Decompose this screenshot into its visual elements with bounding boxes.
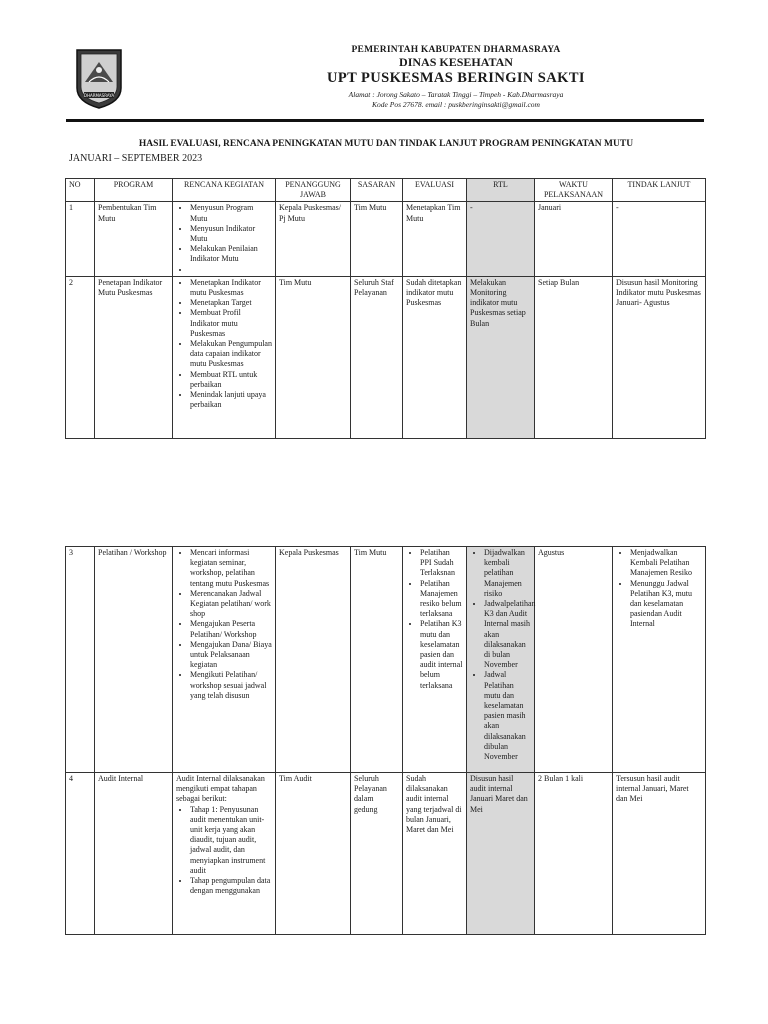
letterhead bbox=[66, 42, 706, 122]
col-rencana-kegiatan: RENCANA KEGIATAN bbox=[173, 179, 276, 202]
cell-program: Penetapan Indikator Mutu Puskesmas bbox=[95, 276, 173, 438]
list-item: • Mengajukan Dana/ Biaya untuk Pelaksanaan kegiatan bbox=[190, 640, 272, 671]
list-item: • Pelatihan K3 mutu dan keselamatan pasien dan audit internal belum terlaksana bbox=[420, 619, 463, 690]
cell-sasaran: Seluruh Staf Pelayanan bbox=[351, 276, 403, 438]
government-name: PEMERINTAH KABUPATEN DHARMASRAYA bbox=[351, 45, 561, 55]
list-item: • Tahap pengumpulan data dengan menggunakan bbox=[190, 876, 272, 896]
col-program: PROGRAM bbox=[95, 179, 173, 202]
list-item: • Mencari informasi kegiatan seminar, workshop, pelatihan tentang mutu Puskesmas bbox=[190, 548, 272, 589]
list-item: • Membuat RTL untuk perbaikan bbox=[190, 370, 272, 390]
col-penanggung-jawab: PENANGGUNG JAWAB bbox=[276, 179, 351, 202]
col-sasaran: SASARAN bbox=[351, 179, 403, 202]
cell-pj: Kepala Puskesmas/ Pj Mutu bbox=[276, 202, 351, 276]
kegiatan-intro: Audit Internal dilaksanakan mengikuti empat tahapan sebagai berikut: bbox=[176, 774, 265, 804]
postal-email-line: Kode Pos 27678. email : puskberinginsakti@gmail.com bbox=[372, 100, 540, 109]
report-period: JANUARI – SEPTEMBER 2023 bbox=[69, 153, 203, 164]
cell-program: Pelatihan / Workshop bbox=[95, 547, 173, 773]
cell-no: 4 bbox=[66, 773, 95, 935]
address-line: Alamat : Jorong Sakato – Taratak Tinggi – Timpeh - Kab.Dharmasraya bbox=[348, 90, 564, 99]
list-item: • Merencanakan Jadwal Kegiatan pelatihan/ work shop bbox=[190, 589, 272, 620]
cell-kegiatan bbox=[173, 773, 276, 935]
list-item: • Menyusun Program Mutu bbox=[190, 203, 272, 223]
cell-sasaran: Tim Mutu bbox=[351, 547, 403, 773]
cell-rtl bbox=[467, 547, 535, 773]
cell-evaluasi: Menetapkan Tim Mutu bbox=[403, 202, 467, 276]
list-item: • Membuat Profil Indikator mutu Puskesmas bbox=[190, 308, 272, 339]
cell-sasaran: Tim Mutu bbox=[351, 202, 403, 276]
table-row bbox=[66, 202, 706, 276]
cell-kegiatan bbox=[173, 276, 276, 438]
list-item: • Tahap 1: Penyusunan audit menentukan unit-unit kerja yang akan diaudit, tujuan audit, jadwal audit, dan menyiapkan instrument audit bbox=[190, 805, 272, 876]
dharmasraya-logo-icon bbox=[75, 48, 123, 110]
cell-tindak-lanjut bbox=[613, 547, 706, 773]
list-item bbox=[190, 265, 272, 275]
list-item: • Melakukan Penilaian Indikator Mutu bbox=[190, 244, 272, 264]
cell-tindak-lanjut: Disusun hasil Monitoring Indikator mutu Puskesmas Januari- Agustus bbox=[613, 276, 706, 438]
list-item: • Menetapkan Indikator mutu Puskesmas bbox=[190, 278, 272, 298]
col-rtl: RTL bbox=[467, 179, 535, 202]
list-item: • Menunggu Jadwal Pelatihan K3, mutu dan keselamatan pasiendan Audit Internal bbox=[630, 579, 702, 630]
cell-program: Pembentukan Tim Mutu bbox=[95, 202, 173, 276]
cell-waktu: Agustus bbox=[535, 547, 613, 773]
cell-waktu: Setiap Bulan bbox=[535, 276, 613, 438]
table-row bbox=[66, 276, 706, 438]
document-title: HASIL EVALUASI, RENCANA PENINGKATAN MUTU DAN TINDAK LANJUT PROGRAM PENINGKATAN MUTU bbox=[138, 139, 634, 149]
cell-program: Audit Internal bbox=[95, 773, 173, 935]
cell-no: 1 bbox=[66, 202, 95, 276]
list-item: • Melakukan Pengumpulan data capaian indikator mutu Puskesmas bbox=[190, 339, 272, 370]
list-item: • Pelatihan PPI Sudah Terlaksnan bbox=[420, 548, 463, 579]
cell-waktu: 2 Bulan 1 kali bbox=[535, 773, 613, 935]
list-item: • Menjadwalkan Kembali Pelatihan Manajemen Resiko bbox=[630, 548, 702, 579]
col-no: NO bbox=[66, 179, 95, 202]
cell-evaluasi bbox=[403, 547, 467, 773]
evaluation-table-part-1 bbox=[65, 178, 706, 439]
cell-kegiatan bbox=[173, 547, 276, 773]
table-header-row bbox=[66, 179, 706, 202]
table-row bbox=[66, 547, 706, 773]
cell-pj: Kepala Puskesmas bbox=[276, 547, 351, 773]
svg-text:DHARMASRAYA: DHARMASRAYA bbox=[83, 93, 115, 98]
list-item: • Dijadwalkan kembali pelatihan Manajemen risiko bbox=[484, 548, 531, 599]
cell-rtl: Disusun hasil audit internal Januari Maret dan Mei bbox=[467, 773, 535, 935]
cell-evaluasi: Sudah ditetapkan indikator mutu Puskesmas bbox=[403, 276, 467, 438]
evaluation-table-part-2 bbox=[65, 546, 706, 935]
cell-tindak-lanjut: Tersusun hasil audit internal Januari, Maret dan Mei bbox=[613, 773, 706, 935]
cell-pj: Tim Audit bbox=[276, 773, 351, 935]
cell-pj: Tim Mutu bbox=[276, 276, 351, 438]
col-tindak-lanjut: TINDAK LANJUT bbox=[613, 179, 706, 202]
col-evaluasi: EVALUASI bbox=[403, 179, 467, 202]
cell-kegiatan bbox=[173, 202, 276, 276]
cell-rtl: Melakukan Monitoring indikator mutu Puskesmas setiap Bulan bbox=[467, 276, 535, 438]
list-item: • Mengajukan Peserta Pelatihan/ Workshop bbox=[190, 619, 272, 639]
cell-tindak-lanjut: - bbox=[613, 202, 706, 276]
department-name: DINAS KESEHATAN bbox=[399, 55, 513, 69]
letterhead-divider bbox=[66, 119, 704, 122]
cell-no: 3 bbox=[66, 547, 95, 773]
list-item: • Menindak lanjuti upaya perbaikan bbox=[190, 390, 272, 410]
cell-evaluasi: Sudah dilaksanakan audit internal yang terjadwal di bulan Januari, Maret dan Mei bbox=[403, 773, 467, 935]
letterhead-text bbox=[266, 45, 646, 110]
list-item: • Menyusun Indikator Mutu bbox=[190, 224, 272, 244]
cell-waktu: Januari bbox=[535, 202, 613, 276]
list-item: • Jadwal Pelatihan mutu dan keselamatan pasien masih akan dilaksanakan dibulan November bbox=[484, 670, 531, 762]
list-item: • Jadwalpelatihan K3 dan Audit Internal masih akan dilaksanakan di bulan November bbox=[484, 599, 531, 670]
cell-rtl: - bbox=[467, 202, 535, 276]
list-item: • Pelatihan Manajemen resiko belum terlaksana bbox=[420, 579, 463, 620]
col-waktu-pelaksanaan: WAKTU PELAKSANAAN bbox=[535, 179, 613, 202]
list-item: • Menetapkan Target bbox=[190, 298, 272, 308]
table-row bbox=[66, 773, 706, 935]
cell-no: 2 bbox=[66, 276, 95, 438]
institution-name: UPT PUSKESMAS BERINGIN SAKTI bbox=[327, 70, 585, 86]
cell-sasaran: Seluruh Pelayanan dalam gedung bbox=[351, 773, 403, 935]
list-item: • Mengikuti Pelatihan/ workshop sesuai jadwal yang telah disusun bbox=[190, 670, 272, 701]
